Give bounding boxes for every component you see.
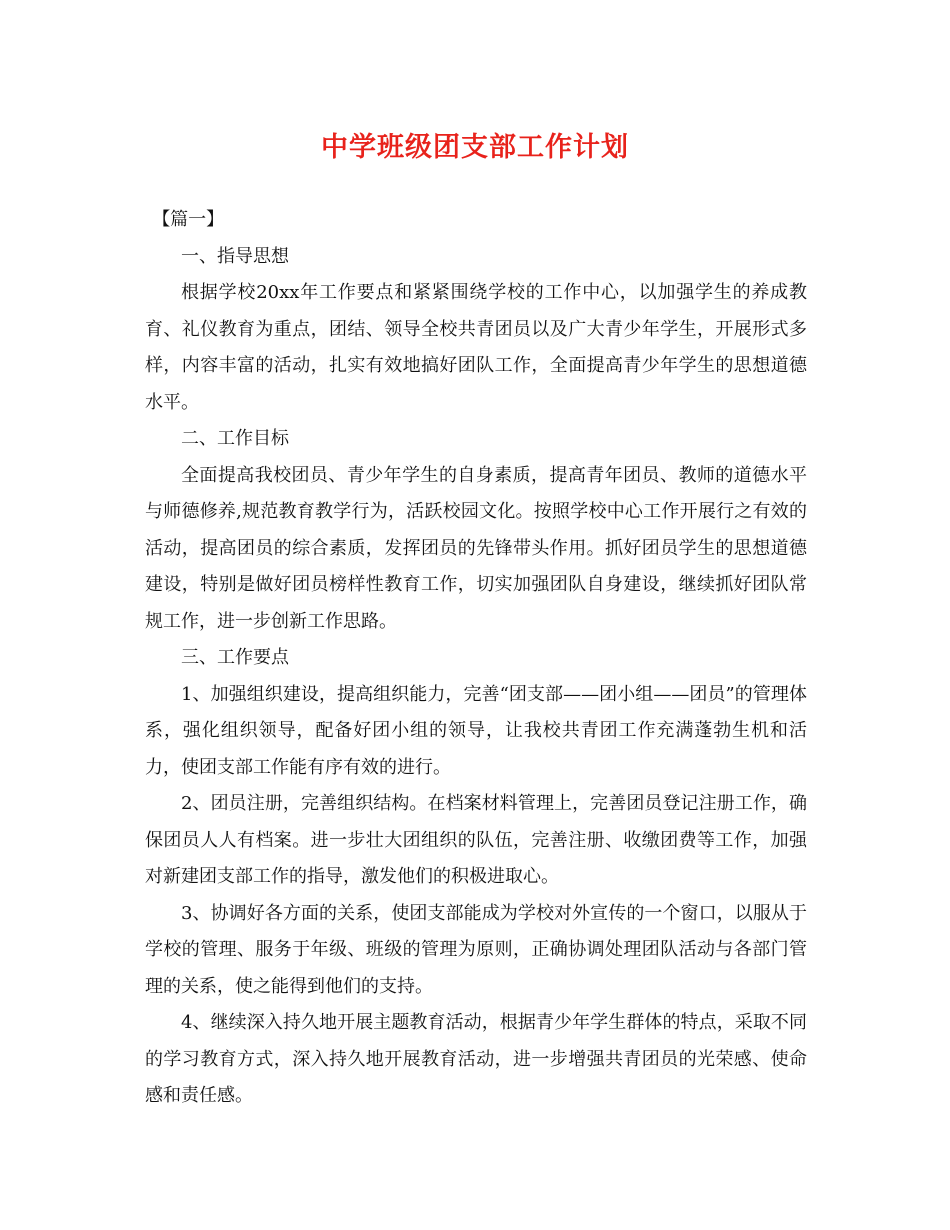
document-title: 中学班级团支部工作计划	[321, 132, 629, 163]
list-item: 1、加强组织建设，提高组织能力，完善“团支部——团小组——团员”的管理体系，强化组织领导，配备好团小组的领导，让我校共青团工作充满蓬勃生机和活力，使团支部工作能有序有效的进行。	[145, 683, 807, 778]
list-item: 4、继续深入持久地开展主题教育活动，根据青少年学生群体的特点，采取不同的学习教育方式，深入持久地开展教育活动，进一步增强共青团员的光荣感、使命感和责任感。	[145, 1012, 807, 1106]
section-marker: 【篇一】	[152, 209, 225, 230]
paragraph: 根据学校20xx年工作要点和紧紧围绕学校的工作中心，以加强学生的养成教育、礼仪教育为重点，团结、领导全校共青团员以及广大青少年学生，开展形式多样，内容丰富的活动，扎实有效地搞好团队工作，全面提高青少年学生的思想道德水平。	[145, 282, 807, 413]
section-heading: 二、工作目标	[181, 428, 289, 449]
paragraph: 全面提高我校团员、青少年学生的自身素质，提高青年团员、教师的道德水平与师德修养,规范教育教学行为，活跃校园文化。按照学校中心工作开展行之有效的活动，提高团员的综合素质，发挥团员的先锋带头作用。抓好团员学生的思想道德建设，特别是做好团员榜样性教育工作，切实加强团队自身建设，继续抓好团队常规工作，进一步创新工作思路。	[145, 464, 807, 632]
list-item: 2、团员注册，完善组织结构。在档案材料管理上，完善团员登记注册工作，确保团员人人有档案。进一步壮大团组织的队伍，完善注册、收缴团费等工作，加强对新建团支部工作的指导，激发他们的积极进取心。	[145, 793, 807, 887]
list-item: 3、协调好各方面的关系，使团支部能成为学校对外宣传的一个窗口，以服从于学校的管理、服务于年级、班级的管理为原则，正确协调处理团队活动与各部门管理的关系，使之能得到他们的支持。	[145, 902, 807, 997]
section-heading: 一、指导思想	[181, 245, 289, 267]
section-heading: 三、工作要点	[181, 647, 289, 668]
document-body	[145, 202, 807, 1115]
